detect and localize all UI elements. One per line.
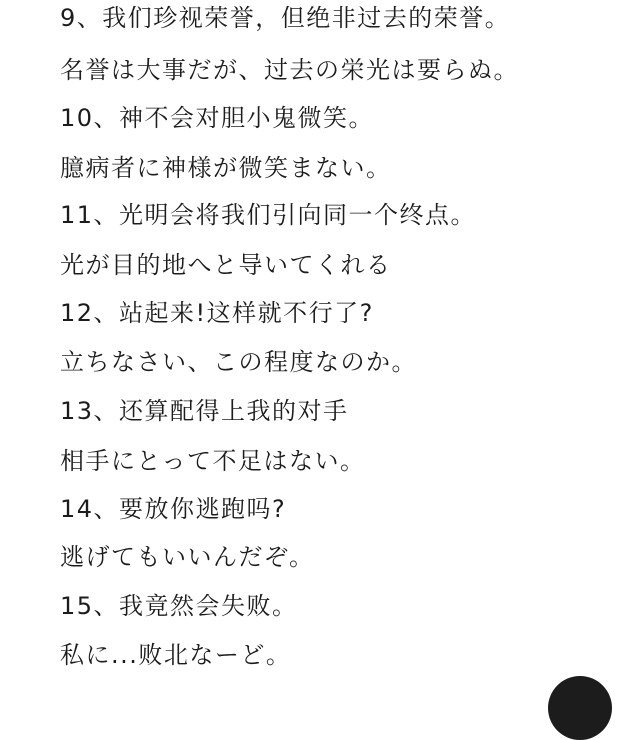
text-line-14-japanese: 逃げてもいいんだぞ。 xyxy=(60,543,315,571)
text-line-12-chinese: 12、站起来!这样就不行了? xyxy=(60,299,374,327)
text-line-11-chinese: 11、光明会将我们引向同一个终点。 xyxy=(60,201,477,229)
text-line-15-japanese: 私に...败北なーど。 xyxy=(60,641,292,669)
text-line-12-japanese: 立ちなさい、この程度なのか。 xyxy=(60,348,417,376)
text-line-9-japanese: 名誉は大事だが、过去の栄光は要らぬ。 xyxy=(60,56,519,84)
floating-action-button[interactable] xyxy=(548,676,612,740)
text-line-15-chinese: 15、我竟然会失败。 xyxy=(60,592,298,620)
text-line-13-japanese: 相手にとって不足はない。 xyxy=(60,447,366,475)
text-line-10-chinese: 10、神不会对胆小鬼微笑。 xyxy=(60,104,375,132)
text-line-11-japanese: 光が目的地へと导いてくれる xyxy=(60,251,392,279)
text-line-14-chinese: 14、要放你逃跑吗? xyxy=(60,495,287,523)
text-line-9-chinese: 9、我们珍视荣誉，但绝非过去的荣誉。 xyxy=(60,4,511,32)
text-line-10-japanese: 臆病者に神様が微笑まない。 xyxy=(60,154,392,182)
text-line-13-chinese: 13、还算配得上我的对手 xyxy=(60,397,349,425)
